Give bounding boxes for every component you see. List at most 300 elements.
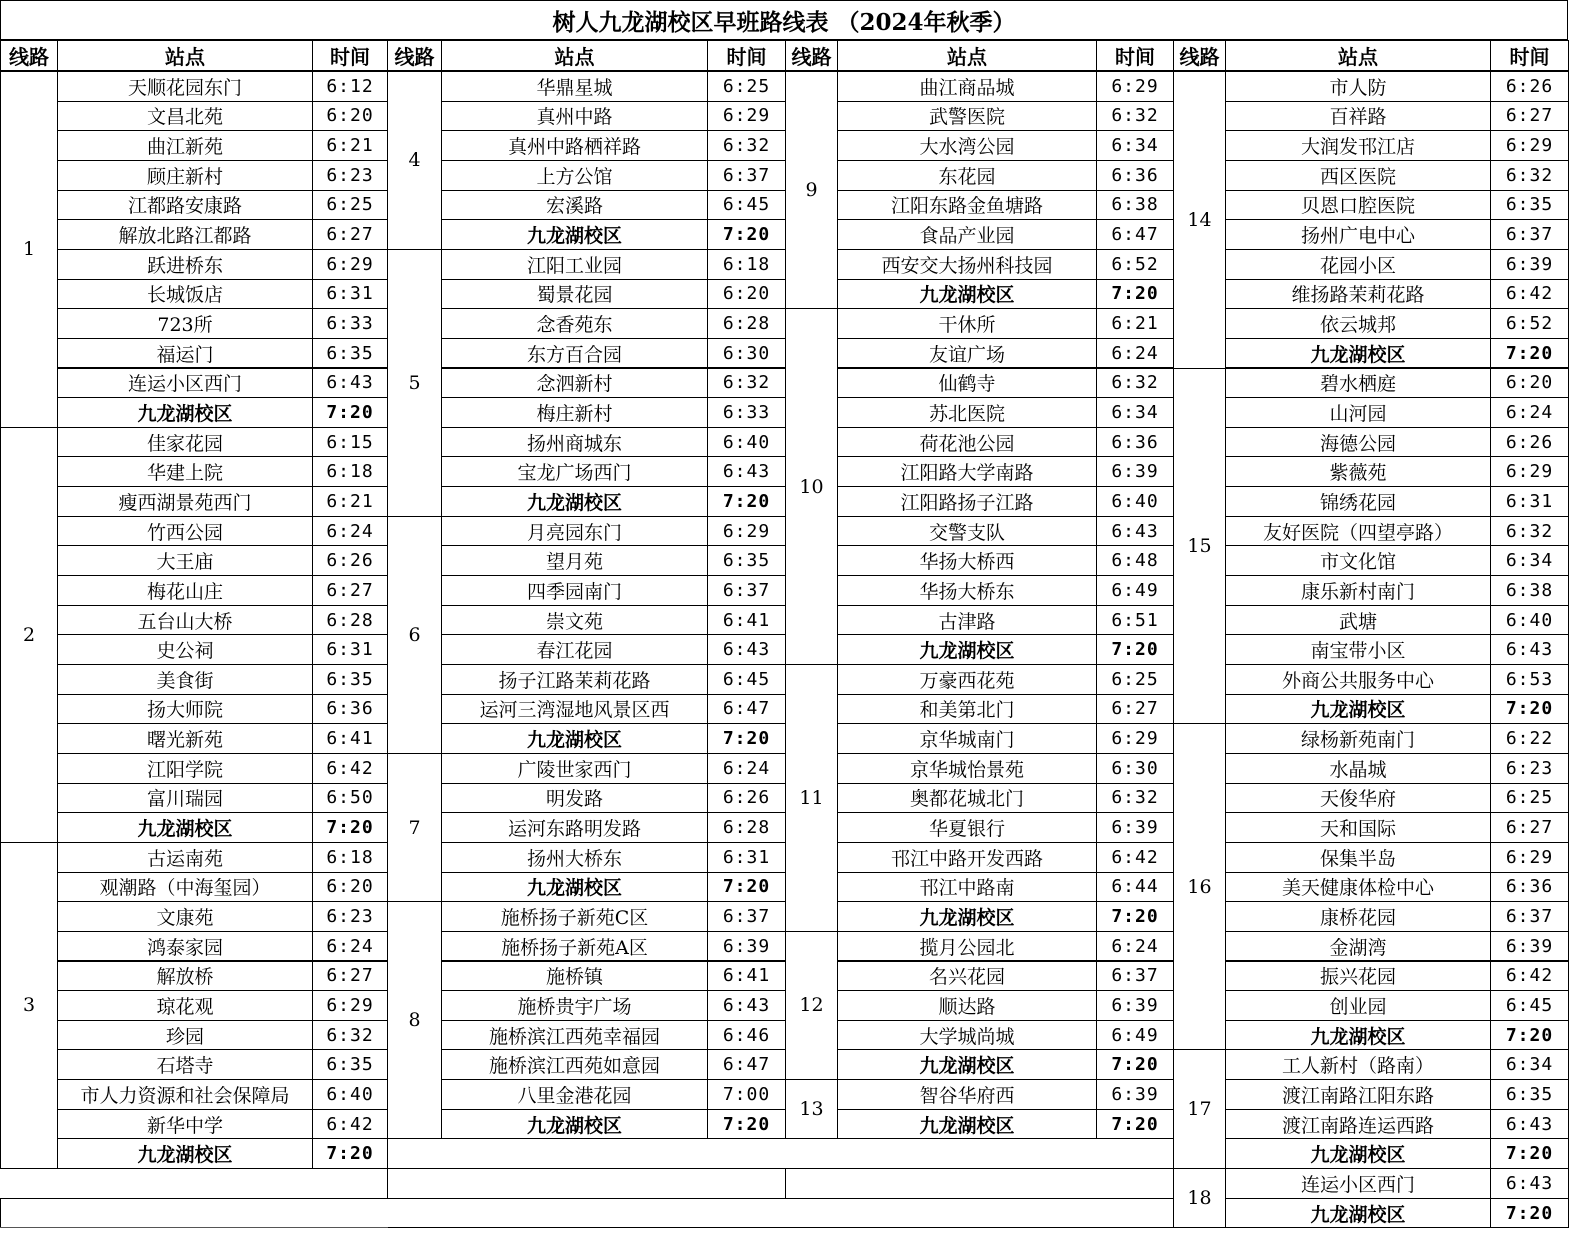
stop-name: 九龙湖校区 [1225, 694, 1491, 725]
route-number: 11 [785, 664, 838, 932]
stop-time: 6:34 [1096, 397, 1174, 428]
stop-name: 干休所 [837, 308, 1097, 339]
stop-time: 7:20 [1096, 901, 1174, 932]
stop-name: 东花园 [837, 160, 1097, 191]
stop-time: 6:28 [312, 605, 388, 636]
stop-name: 跃进桥东 [57, 249, 313, 280]
stop-name: 明发路 [441, 783, 708, 814]
stop-time: 6:39 [707, 931, 786, 962]
stop-time: 6:21 [1096, 308, 1174, 339]
stop-time: 6:29 [312, 249, 388, 280]
stop-time: 6:27 [312, 219, 388, 250]
stop-name: 绿杨新苑南门 [1225, 723, 1491, 754]
stop-name: 康乐新村南门 [1225, 575, 1491, 606]
stop-name: 真州中路栖祥路 [441, 130, 708, 161]
stop-time: 6:52 [1490, 308, 1569, 339]
route-number: 4 [387, 71, 442, 250]
stop-time: 6:39 [1096, 1079, 1174, 1110]
stop-name: 施桥扬子新苑C区 [441, 901, 708, 932]
stop-time: 6:43 [1490, 1109, 1569, 1140]
stop-name: 江阳路大学南路 [837, 456, 1097, 487]
stop-name: 梅花山庄 [57, 575, 313, 606]
stop-time: 6:35 [312, 664, 388, 695]
stop-time: 6:25 [312, 190, 388, 221]
stop-name: 九龙湖校区 [837, 1109, 1097, 1140]
stop-time: 7:20 [1490, 694, 1569, 725]
stop-time: 6:24 [312, 931, 388, 962]
stop-name: 海德公园 [1225, 427, 1491, 458]
header-route: 线路 [0, 40, 58, 71]
stop-name: 美食街 [57, 664, 313, 695]
stop-time: 6:35 [707, 545, 786, 576]
stop-time: 6:20 [312, 101, 388, 132]
route-number: 12 [785, 931, 838, 1080]
stop-name: 上方公馆 [441, 160, 708, 191]
stop-time: 6:39 [1096, 456, 1174, 487]
stop-time: 6:25 [707, 71, 786, 102]
stop-name: 保集半岛 [1225, 842, 1491, 873]
stop-time: 6:18 [312, 842, 388, 873]
stop-time: 7:20 [707, 219, 786, 250]
stop-name: 曲江新苑 [57, 130, 313, 161]
stop-time: 6:23 [1490, 753, 1569, 784]
stop-time: 6:44 [1096, 872, 1174, 903]
stop-name: 珍园 [57, 1020, 313, 1051]
stop-name: 广陵世家西门 [441, 753, 708, 784]
header-stop: 站点 [57, 40, 313, 71]
stop-name: 春江花园 [441, 634, 708, 665]
stop-time: 6:32 [1490, 516, 1569, 547]
stop-time: 6:47 [1096, 219, 1174, 250]
stop-name: 扬子江路茉莉花路 [441, 664, 708, 695]
stop-name: 九龙湖校区 [1225, 1138, 1491, 1169]
stop-name: 古津路 [837, 605, 1097, 636]
stop-time: 6:35 [312, 338, 388, 369]
stop-time: 7:20 [1096, 279, 1174, 310]
stop-name: 念香苑东 [441, 308, 708, 339]
stop-time: 6:21 [312, 130, 388, 161]
stop-name: 京华城怡景苑 [837, 753, 1097, 784]
divider [0, 1227, 388, 1228]
stop-name: 琼花观 [57, 990, 313, 1021]
route-number: 13 [785, 1079, 838, 1139]
stop-name: 真州中路 [441, 101, 708, 132]
stop-time: 6:32 [312, 1020, 388, 1051]
stop-time: 6:25 [1096, 664, 1174, 695]
stop-time: 7:20 [1490, 1198, 1569, 1229]
stop-time: 6:29 [707, 516, 786, 547]
empty-cell [0, 1198, 1174, 1229]
stop-time: 6:34 [1490, 545, 1569, 576]
stop-time: 7:20 [707, 1109, 786, 1140]
stop-name: 扬州广电中心 [1225, 219, 1491, 250]
stop-name: 金湖湾 [1225, 931, 1491, 962]
stop-time: 6:34 [1490, 1049, 1569, 1080]
stop-time: 6:42 [312, 1109, 388, 1140]
stop-name: 施桥镇 [441, 961, 708, 992]
stop-name: 碧水栖庭 [1225, 368, 1491, 399]
stop-name: 揽月公园北 [837, 931, 1097, 962]
stop-time: 6:39 [1490, 249, 1569, 280]
stop-name: 奥都花城北门 [837, 783, 1097, 814]
stop-time: 6:37 [707, 901, 786, 932]
empty-cell [785, 1168, 1174, 1199]
stop-name: 九龙湖校区 [837, 1049, 1097, 1080]
stop-time: 6:43 [707, 634, 786, 665]
stop-time: 6:38 [1490, 575, 1569, 606]
route-number: 16 [1173, 723, 1226, 1050]
stop-name: 长城饭店 [57, 279, 313, 310]
stop-time: 6:42 [1490, 279, 1569, 310]
stop-name: 东方百合园 [441, 338, 708, 369]
stop-name: 曙光新苑 [57, 723, 313, 754]
stop-name: 江阳工业园 [441, 249, 708, 280]
stop-time: 6:24 [707, 753, 786, 784]
stop-name: 天顺花园东门 [57, 71, 313, 102]
stop-time: 6:41 [312, 723, 388, 754]
stop-time: 6:47 [707, 694, 786, 725]
stop-name: 渡江南路连运西路 [1225, 1109, 1491, 1140]
stop-time: 6:23 [312, 901, 388, 932]
stop-time: 7:20 [1490, 1138, 1569, 1169]
stop-time: 6:29 [1490, 842, 1569, 873]
stop-name: 蜀景花园 [441, 279, 708, 310]
stop-name: 市文化馆 [1225, 545, 1491, 576]
stop-name: 九龙湖校区 [441, 872, 708, 903]
header-time: 时间 [1490, 40, 1569, 71]
stop-time: 6:22 [1490, 723, 1569, 754]
stop-time: 6:31 [312, 634, 388, 665]
stop-time: 7:20 [1096, 634, 1174, 665]
stop-time: 7:20 [707, 486, 786, 517]
stop-name: 富川瑞园 [57, 783, 313, 814]
stop-name: 邗江中路开发西路 [837, 842, 1097, 873]
stop-name: 武塘 [1225, 605, 1491, 636]
route-number: 6 [387, 516, 442, 754]
stop-name: 崇文苑 [441, 605, 708, 636]
stop-time: 6:49 [1096, 575, 1174, 606]
stop-name: 九龙湖校区 [1225, 1020, 1491, 1051]
stop-time: 6:12 [312, 71, 388, 102]
stop-time: 6:15 [312, 427, 388, 458]
stop-time: 6:36 [312, 694, 388, 725]
stop-name: 九龙湖校区 [1225, 338, 1491, 369]
stop-name: 八里金港花园 [441, 1079, 708, 1110]
stop-name: 友谊广场 [837, 338, 1097, 369]
stop-name: 武警医院 [837, 101, 1097, 132]
stop-name: 邗江中路南 [837, 872, 1097, 903]
stop-name: 市人防 [1225, 71, 1491, 102]
stop-time: 6:35 [1490, 1079, 1569, 1110]
header-stop: 站点 [1225, 40, 1491, 71]
stop-time: 6:39 [1096, 812, 1174, 843]
stop-time: 6:50 [312, 783, 388, 814]
stop-name: 山河园 [1225, 397, 1491, 428]
stop-time: 7:20 [1490, 338, 1569, 369]
stop-time: 6:24 [1490, 397, 1569, 428]
stop-name: 创业园 [1225, 990, 1491, 1021]
stop-name: 花园小区 [1225, 249, 1491, 280]
stop-time: 6:46 [707, 1020, 786, 1051]
stop-name: 京华城南门 [837, 723, 1097, 754]
stop-name: 曲江商品城 [837, 71, 1097, 102]
stop-name: 解放桥 [57, 961, 313, 992]
stop-name: 九龙湖校区 [57, 812, 313, 843]
stop-name: 施桥滨江西苑如意园 [441, 1049, 708, 1080]
stop-name: 九龙湖校区 [441, 486, 708, 517]
stop-time: 6:45 [707, 664, 786, 695]
stop-name: 连运小区西门 [1225, 1168, 1491, 1199]
stop-name: 西区医院 [1225, 160, 1491, 191]
stop-name: 观潮路（中海玺园） [57, 872, 313, 903]
stop-time: 6:28 [707, 308, 786, 339]
stop-name: 华建上院 [57, 456, 313, 487]
stop-name: 荷花池公园 [837, 427, 1097, 458]
stop-name: 华夏银行 [837, 812, 1097, 843]
stop-time: 6:27 [1490, 101, 1569, 132]
stop-time: 6:33 [707, 397, 786, 428]
stop-name: 梅庄新村 [441, 397, 708, 428]
stop-name: 江阳路扬子江路 [837, 486, 1097, 517]
stop-name: 西安交大扬州科技园 [837, 249, 1097, 280]
stop-name: 宝龙广场西门 [441, 456, 708, 487]
stop-time: 6:41 [707, 961, 786, 992]
stop-name: 大王庙 [57, 545, 313, 576]
route-number: 14 [1173, 71, 1226, 369]
stop-time: 7:20 [312, 812, 388, 843]
stop-time: 6:29 [1490, 130, 1569, 161]
empty-cell [387, 1168, 786, 1199]
stop-time: 6:20 [312, 872, 388, 903]
stop-name: 九龙湖校区 [57, 1138, 313, 1169]
stop-name: 市人力资源和社会保障局 [57, 1079, 313, 1110]
stop-name: 瘦西湖景苑西门 [57, 486, 313, 517]
stop-name: 交警支队 [837, 516, 1097, 547]
stop-time: 6:32 [1096, 101, 1174, 132]
route-number: 2 [0, 427, 58, 843]
stop-name: 念泗新村 [441, 368, 708, 399]
stop-name: 天和国际 [1225, 812, 1491, 843]
stop-time: 6:27 [312, 961, 388, 992]
stop-time: 6:48 [1096, 545, 1174, 576]
stop-name: 佳家花园 [57, 427, 313, 458]
stop-name: 苏北医院 [837, 397, 1097, 428]
stop-time: 6:40 [707, 427, 786, 458]
stop-time: 6:27 [312, 575, 388, 606]
header-time: 时间 [312, 40, 388, 71]
stop-name: 外商公共服务中心 [1225, 664, 1491, 695]
stop-time: 6:43 [1490, 1168, 1569, 1199]
header-time: 时间 [707, 40, 786, 71]
stop-time: 6:26 [1490, 71, 1569, 102]
stop-name: 顾庄新村 [57, 160, 313, 191]
header-route: 线路 [1173, 40, 1226, 71]
header-stop: 站点 [441, 40, 708, 71]
stop-time: 6:31 [1490, 486, 1569, 517]
stop-name: 四季园南门 [441, 575, 708, 606]
stop-time: 6:27 [1490, 812, 1569, 843]
stop-time: 6:29 [1096, 71, 1174, 102]
stop-time: 6:26 [312, 545, 388, 576]
stop-name: 宏溪路 [441, 190, 708, 221]
stop-time: 6:18 [707, 249, 786, 280]
stop-name: 和美第北门 [837, 694, 1097, 725]
stop-name: 名兴花园 [837, 961, 1097, 992]
stop-name: 月亮园东门 [441, 516, 708, 547]
stop-name: 大学城尚城 [837, 1020, 1097, 1051]
stop-time: 6:18 [312, 456, 388, 487]
stop-time: 6:27 [1096, 694, 1174, 725]
stop-name: 百祥路 [1225, 101, 1491, 132]
stop-name: 文康苑 [57, 901, 313, 932]
stop-name: 连运小区西门 [57, 368, 313, 399]
route-number: 5 [387, 249, 442, 517]
stop-time: 6:37 [707, 575, 786, 606]
stop-time: 6:32 [1490, 160, 1569, 191]
stop-time: 6:36 [1096, 160, 1174, 191]
header-route: 线路 [387, 40, 442, 71]
stop-time: 6:51 [1096, 605, 1174, 636]
stop-name: 史公祠 [57, 634, 313, 665]
stop-time: 6:32 [707, 368, 786, 399]
stop-name: 工人新村（路南） [1225, 1049, 1491, 1080]
stop-name: 九龙湖校区 [837, 279, 1097, 310]
stop-name: 美天健康体检中心 [1225, 872, 1491, 903]
stop-time: 6:35 [312, 1049, 388, 1080]
header-route: 线路 [785, 40, 838, 71]
stop-time: 6:49 [1096, 1020, 1174, 1051]
stop-name: 友好医院（四望亭路） [1225, 516, 1491, 547]
stop-name: 江都路安康路 [57, 190, 313, 221]
stop-time: 6:30 [707, 338, 786, 369]
stop-time: 6:39 [1096, 990, 1174, 1021]
route-number: 3 [0, 842, 58, 1169]
stop-time: 6:26 [1490, 427, 1569, 458]
stop-time: 7:20 [1096, 1049, 1174, 1080]
stop-time: 6:43 [1490, 634, 1569, 665]
stop-name: 紫薇苑 [1225, 456, 1491, 487]
stop-name: 竹西公园 [57, 516, 313, 547]
stop-name: 振兴花园 [1225, 961, 1491, 992]
stop-name: 运河东路明发路 [441, 812, 708, 843]
stop-name: 九龙湖校区 [441, 219, 708, 250]
stop-name: 智谷华府西 [837, 1079, 1097, 1110]
stop-name: 施桥贵宇广场 [441, 990, 708, 1021]
stop-time: 6:23 [312, 160, 388, 191]
stop-name: 依云城邦 [1225, 308, 1491, 339]
stop-name: 天俊华府 [1225, 783, 1491, 814]
route-number: 9 [785, 71, 838, 309]
stop-name: 古运南苑 [57, 842, 313, 873]
stop-name: 福运门 [57, 338, 313, 369]
stop-time: 6:40 [1096, 486, 1174, 517]
route-number: 17 [1173, 1049, 1226, 1169]
stop-time: 6:30 [1096, 753, 1174, 784]
stop-name: 施桥滨江西苑幸福园 [441, 1020, 708, 1051]
stop-name: 江阳学院 [57, 753, 313, 784]
stop-time: 6:20 [707, 279, 786, 310]
stop-time: 6:43 [312, 368, 388, 399]
stop-name: 江阳东路金鱼塘路 [837, 190, 1097, 221]
stop-name: 九龙湖校区 [837, 901, 1097, 932]
stop-time: 6:29 [707, 101, 786, 132]
stop-name: 维扬路茉莉花路 [1225, 279, 1491, 310]
page-title: 树人九龙湖校区早班路线表 （2024年秋季） [0, 0, 1568, 40]
stop-name: 望月苑 [441, 545, 708, 576]
stop-time: 6:42 [1490, 961, 1569, 992]
stop-time: 6:43 [707, 990, 786, 1021]
stop-time: 6:33 [312, 308, 388, 339]
header-stop: 站点 [837, 40, 1097, 71]
stop-time: 6:37 [1096, 961, 1174, 992]
stop-time: 6:31 [312, 279, 388, 310]
stop-name: 九龙湖校区 [1225, 1198, 1491, 1229]
stop-time: 6:32 [1096, 783, 1174, 814]
stop-time: 6:28 [707, 812, 786, 843]
stop-name: 鸿泰家园 [57, 931, 313, 962]
route-number: 18 [1173, 1168, 1226, 1228]
stop-name: 九龙湖校区 [837, 634, 1097, 665]
stop-time: 6:34 [1096, 130, 1174, 161]
stop-name: 九龙湖校区 [441, 723, 708, 754]
stop-time: 6:36 [1096, 427, 1174, 458]
stop-time: 7:20 [707, 872, 786, 903]
stop-name: 扬州大桥东 [441, 842, 708, 873]
stop-time: 6:47 [707, 1049, 786, 1080]
stop-time: 7:20 [1490, 1020, 1569, 1051]
stop-time: 6:29 [1096, 723, 1174, 754]
route-number: 15 [1173, 368, 1226, 725]
stop-name: 食品产业园 [837, 219, 1097, 250]
stop-name: 锦绣花园 [1225, 486, 1491, 517]
stop-name: 扬州商城东 [441, 427, 708, 458]
stop-name: 五台山大桥 [57, 605, 313, 636]
stop-time: 7:20 [312, 1138, 388, 1169]
stop-name: 723所 [57, 308, 313, 339]
stop-time: 6:26 [707, 783, 786, 814]
stop-time: 6:40 [312, 1079, 388, 1110]
stop-name: 贝恩口腔医院 [1225, 190, 1491, 221]
stop-time: 7:00 [707, 1079, 786, 1110]
stop-time: 6:24 [1096, 338, 1174, 369]
stop-time: 6:35 [1490, 190, 1569, 221]
stop-time: 6:24 [1096, 931, 1174, 962]
stop-time: 7:20 [1096, 1109, 1174, 1140]
stop-name: 九龙湖校区 [57, 397, 313, 428]
stop-name: 顺达路 [837, 990, 1097, 1021]
stop-name: 解放北路江都路 [57, 219, 313, 250]
stop-name: 华扬大桥东 [837, 575, 1097, 606]
stop-time: 6:39 [1490, 931, 1569, 962]
stop-time: 6:29 [312, 990, 388, 1021]
stop-name: 大水湾公园 [837, 130, 1097, 161]
stop-name: 大润发邗江店 [1225, 130, 1491, 161]
stop-time: 6:29 [1490, 456, 1569, 487]
stop-time: 6:37 [1490, 901, 1569, 932]
stop-name: 扬大师院 [57, 694, 313, 725]
stop-time: 6:42 [1096, 842, 1174, 873]
stop-time: 6:25 [1490, 783, 1569, 814]
stop-time: 6:32 [1096, 368, 1174, 399]
route-number: 7 [387, 753, 442, 902]
stop-name: 仙鹤寺 [837, 368, 1097, 399]
stop-name: 华扬大桥西 [837, 545, 1097, 576]
stop-time: 6:38 [1096, 190, 1174, 221]
stop-name: 施桥扬子新苑A区 [441, 931, 708, 962]
stop-time: 6:32 [707, 130, 786, 161]
stop-name: 华鼎星城 [441, 71, 708, 102]
stop-time: 6:31 [707, 842, 786, 873]
